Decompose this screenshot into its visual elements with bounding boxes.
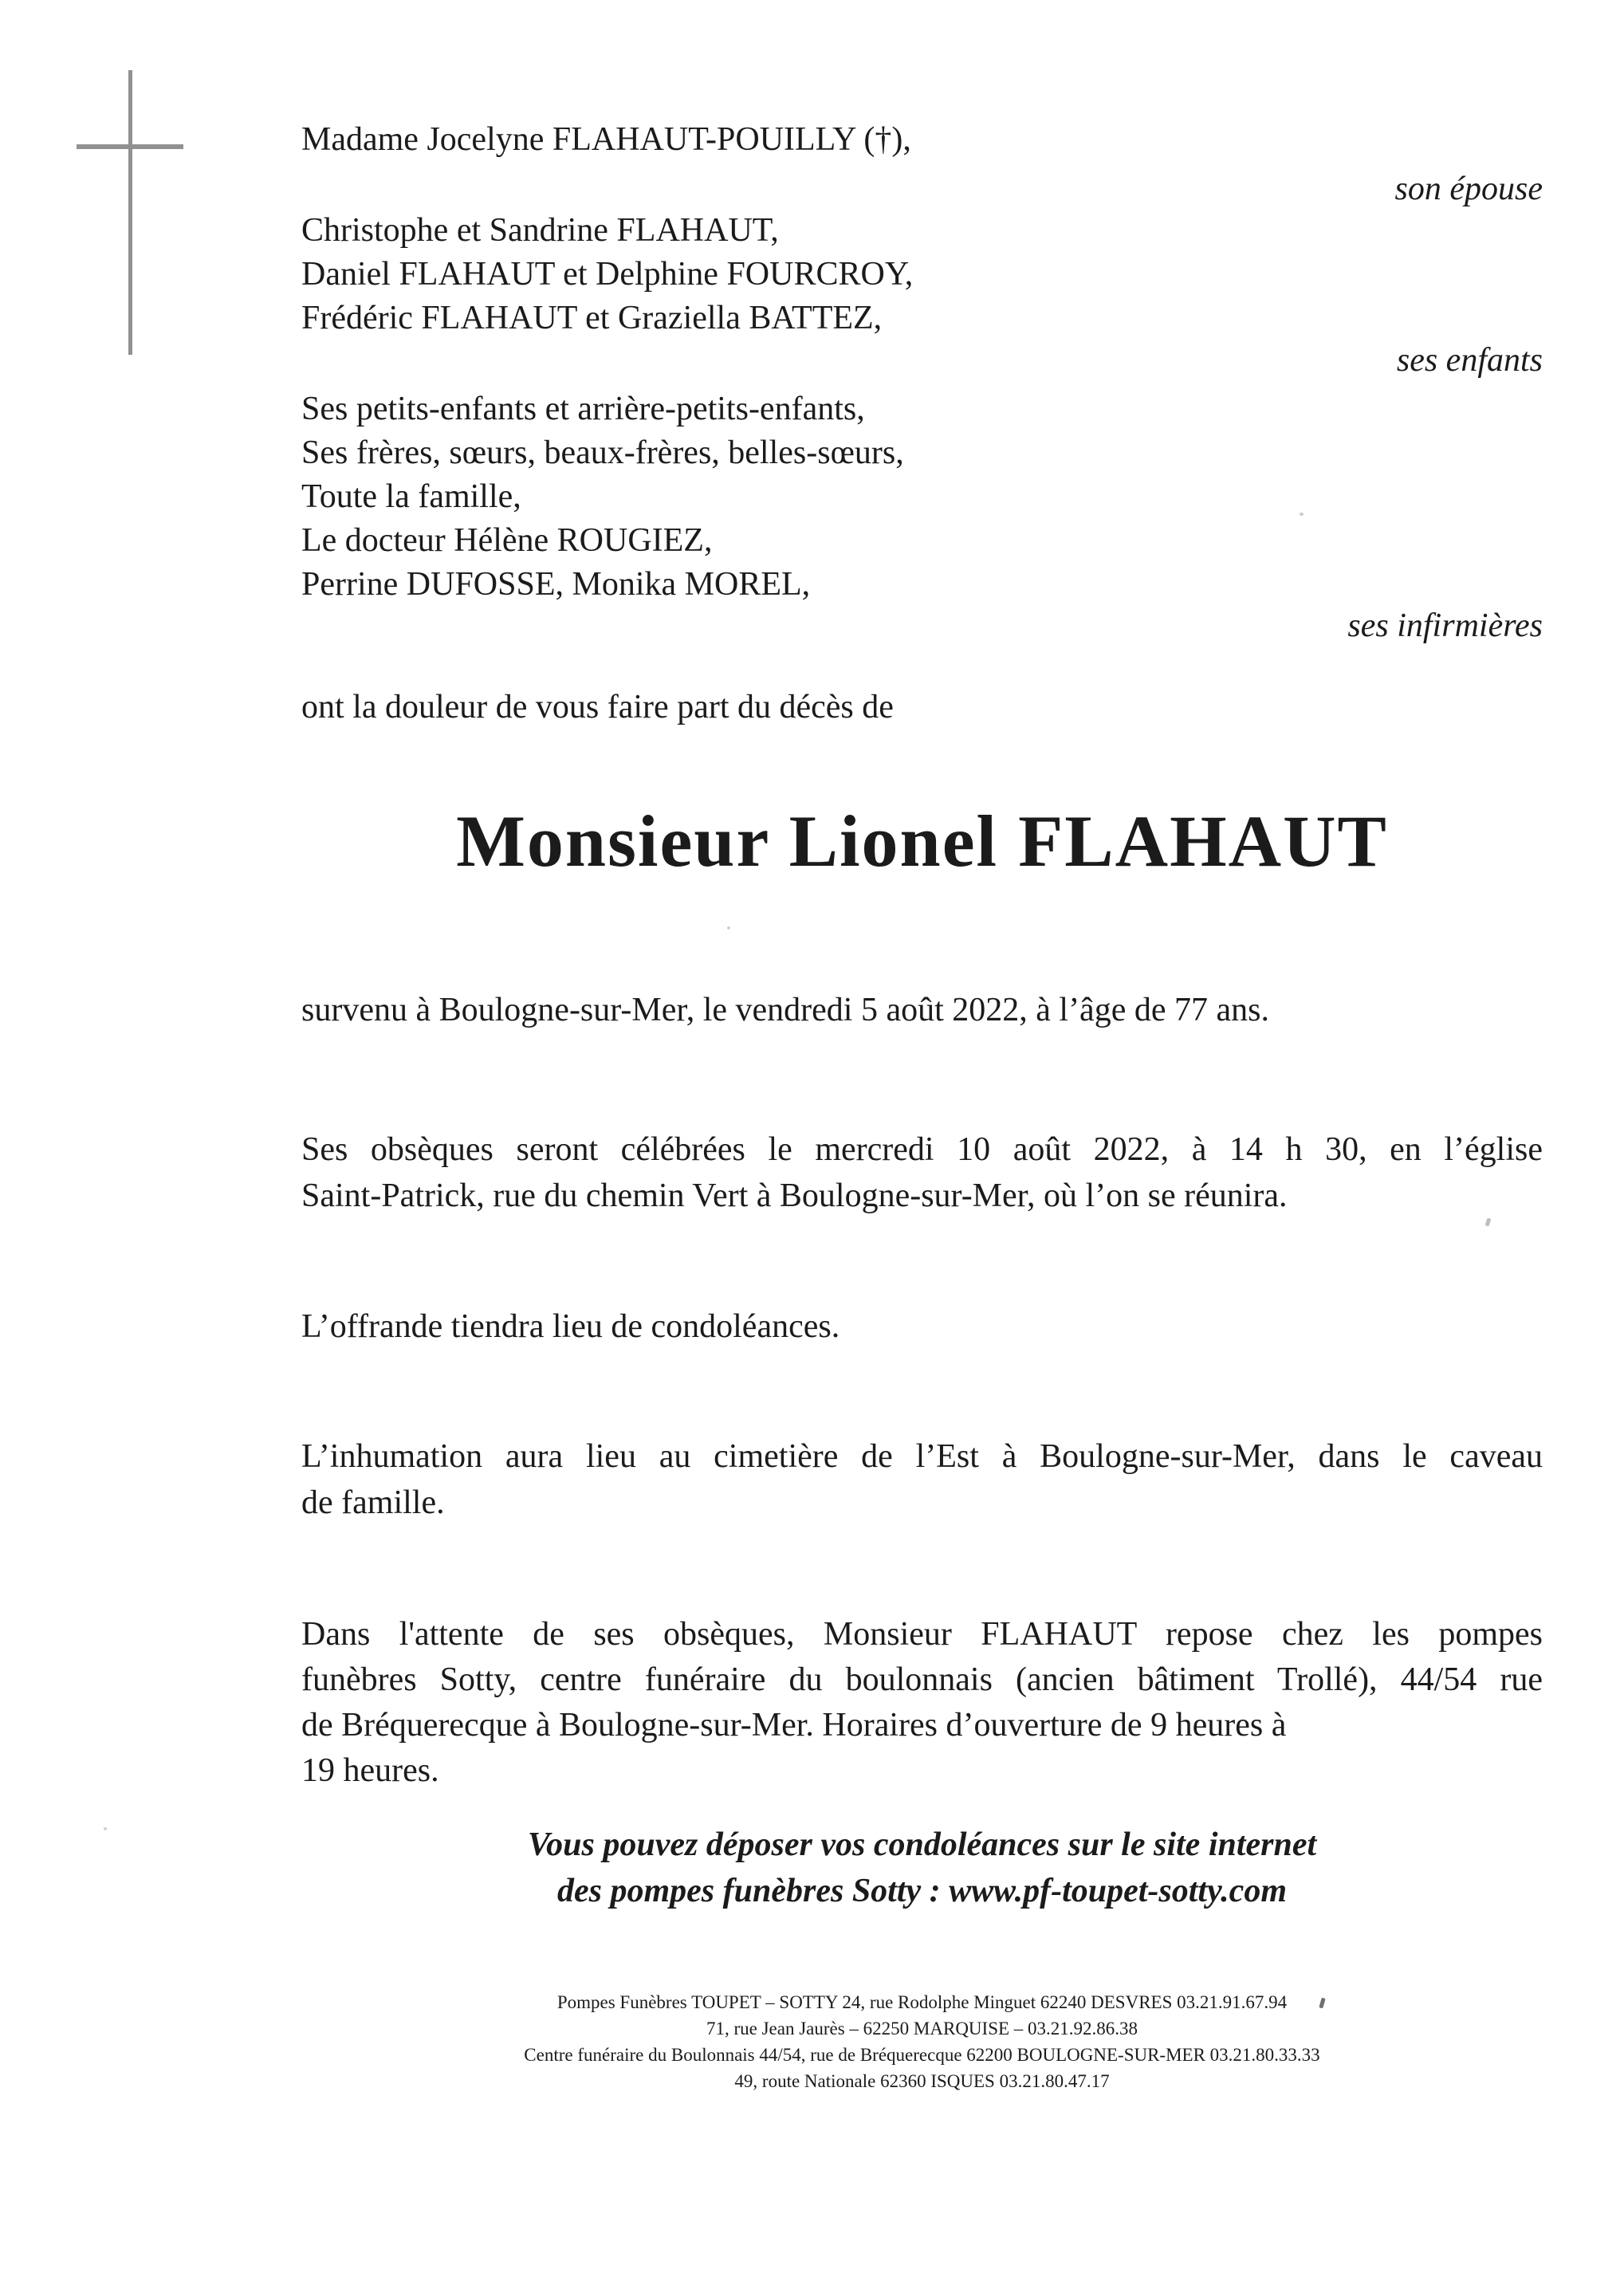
relative-line: Ses petits-enfants et arrière-petits-enfants,: [301, 391, 865, 427]
footer-address-line: Centre funéraire du Boulonnais 44/54, rue de Bréquerecque 62200 BOULOGNE-SUR-MER 03.21.80.33.33: [524, 2045, 1320, 2065]
relation-label-nurses: ses infirmières: [1347, 607, 1543, 644]
condolences-website-line: Vous pouvez déposer vos condoléances sur le site internet: [527, 1826, 1317, 1863]
footer-address-line: Pompes Funèbres TOUPET – SOTTY 24, rue Rodolphe Minguet 62240 DESVRES 03.21.91.67.94: [556, 1992, 1288, 2012]
relation-label-children: ses enfants: [1396, 342, 1543, 379]
announcement-intro-line: ont la douleur de vous faire part du décès de: [301, 689, 894, 725]
relative-line: Ses frères, sœurs, beaux-frères, belles-sœurs,: [301, 434, 904, 471]
footer-address-line: 71, rue Jean Jaurès – 62250 MARQUISE – 03.21.92.86.38: [706, 2019, 1138, 2038]
deceased-name-title: Monsieur Lionel FLAHAUT: [456, 800, 1388, 882]
spouse-name-line: Madame Jocelyne FLAHAUT-POUILLY (†),: [301, 121, 911, 158]
relative-line: Le docteur Hélène ROUGIEZ,: [301, 522, 713, 559]
death-info-line: survenu à Boulogne-sur-Mer, le vendredi 5 août 2022, à l’âge de 77 ans.: [301, 992, 1269, 1028]
children-line: Frédéric FLAHAUT et Graziella BATTEZ,: [301, 300, 883, 336]
funeral-line: Ses obsèques seront célébrées le mercredi 10 août 2022, à 14 h 30, en l’église: [301, 1131, 1543, 1168]
scan-artifact: [104, 1827, 107, 1830]
condolences-website-line: des pompes funèbres Sotty : www.pf-toupet-sotty.com: [557, 1873, 1287, 1909]
burial-line: L’inhumation aura lieu au cimetière de l’Est à Boulogne-sur-Mer, dans le caveau: [301, 1438, 1543, 1475]
repose-line: de Bréquerecque à Boulogne-sur-Mer. Horaires d’ouverture de 9 heures à: [301, 1707, 1287, 1744]
relation-label-spouse: son épouse: [1394, 171, 1543, 207]
cross-horizontal-bar: [77, 144, 183, 149]
relative-line: Toute la famille,: [301, 478, 521, 515]
children-line: Daniel FLAHAUT et Delphine FOURCROY,: [301, 256, 914, 293]
burial-line: de famille.: [301, 1484, 445, 1521]
text-column: [301, 0, 1543, 2296]
repose-line: funèbres Sotty, centre funéraire du boulonnais (ancien bâtiment Trollé), 44/54 rue: [301, 1661, 1543, 1698]
offering-line: L’offrande tiendra lieu de condoléances.: [301, 1308, 840, 1345]
cross-vertical-bar: [128, 70, 132, 355]
repose-line: 19 heures.: [301, 1752, 439, 1789]
relative-line: Perrine DUFOSSE, Monika MOREL,: [301, 566, 811, 603]
footer-address-line: 49, route Nationale 62360 ISQUES 03.21.80.47.17: [734, 2071, 1110, 2091]
funeral-line: Saint-Patrick, rue du chemin Vert à Boulogne-sur-Mer, où l’on se réunira.: [301, 1177, 1288, 1214]
children-line: Christophe et Sandrine FLAHAUT,: [301, 212, 779, 249]
repose-line: Dans l'attente de ses obsèques, Monsieur FLAHAUT repose chez les pompes: [301, 1616, 1543, 1653]
